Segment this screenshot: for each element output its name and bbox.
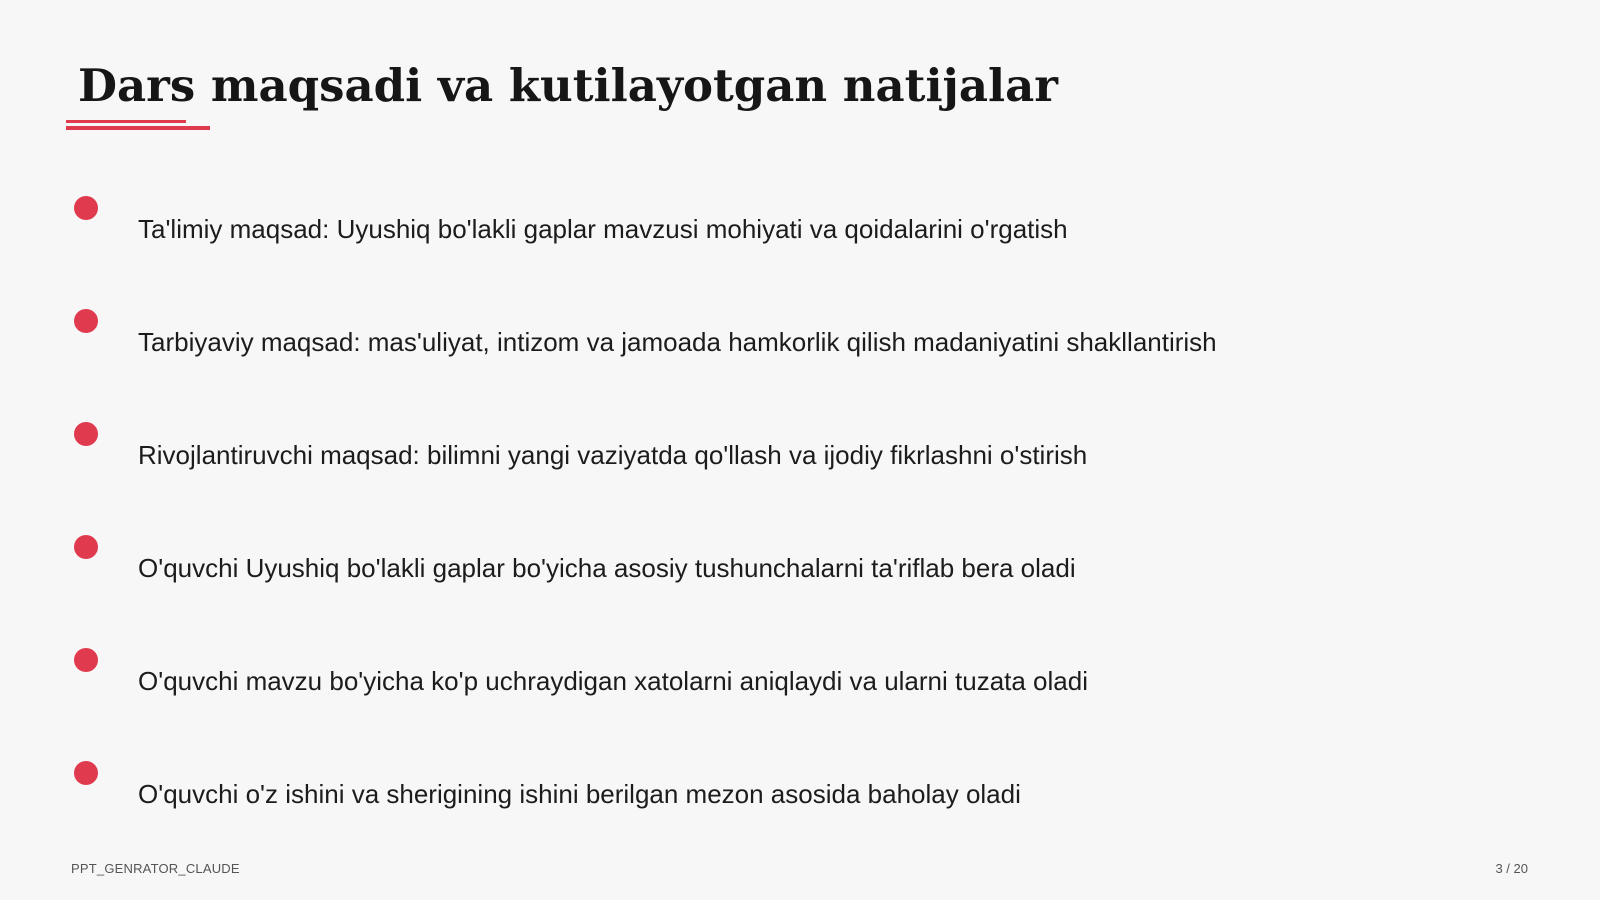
bullet-text: Tarbiyaviy maqsad: mas'uliyat, intizom va jamoada hamkorlik qilish madaniyatini shakllantirish xyxy=(138,327,1217,357)
slide-title: Dars maqsadi va kutilayotgan natijalar xyxy=(78,59,1058,112)
bullet-dot-icon xyxy=(74,535,98,559)
bullet-item xyxy=(0,761,1600,841)
footer-source-label: PPT_GENRATOR_CLAUDE xyxy=(71,861,240,876)
bullet-text: O'quvchi mavzu bo'yicha ko'p uchraydigan xatolarni aniqlaydi va ularni tuzata oladi xyxy=(138,666,1088,696)
bullet-dot-icon xyxy=(74,309,98,333)
bullet-dot-icon xyxy=(74,761,98,785)
bullet-item xyxy=(0,196,1600,276)
bullet-dot-icon xyxy=(74,196,98,220)
bullet-item xyxy=(0,648,1600,728)
page-indicator: 3 / 20 xyxy=(1495,861,1528,876)
bullet-item xyxy=(0,422,1600,502)
bullet-item xyxy=(0,535,1600,615)
bullet-text: Rivojlantiruvchi maqsad: bilimni yangi vaziyatda qo'llash va ijodiy fikrlashni o'stirish xyxy=(138,440,1088,470)
bullet-text: O'quvchi Uyushiq bo'lakli gaplar bo'yicha asosiy tushunchalarni ta'riflab bera oladi xyxy=(138,553,1076,583)
bullet-text: O'quvchi o'z ishini va sherigining ishini berilgan mezon asosida baholay oladi xyxy=(138,779,1021,809)
bullet-dot-icon xyxy=(74,648,98,672)
bullet-item xyxy=(0,309,1600,389)
bullet-dot-icon xyxy=(74,422,98,446)
bullet-text: Ta'limiy maqsad: Uyushiq bo'lakli gaplar mavzusi mohiyati va qoidalarini o'rgatish xyxy=(138,214,1068,244)
